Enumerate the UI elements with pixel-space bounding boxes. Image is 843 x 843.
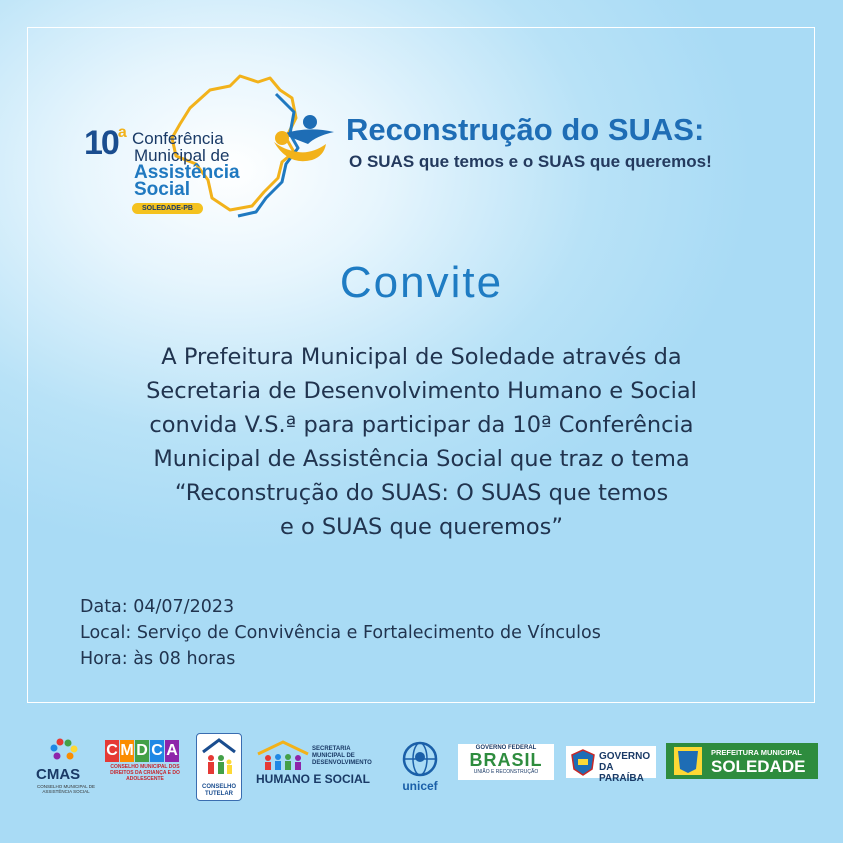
unicef-logo (398, 740, 442, 794)
gov-fed-top: GOVERNO FEDERAL (475, 745, 537, 751)
campaign-subtitle: O SUAS que temos e o SUAS que queremos! (349, 152, 712, 171)
conselho-tutelar-label: CONSELHO TUTELAR (201, 784, 236, 797)
conference-location-badge: SOLEDADE-PB (132, 203, 203, 214)
paraiba-coat-of-arms-icon (568, 747, 598, 777)
prefeitura-city: SOLEDADE (711, 757, 806, 776)
conference-logo (80, 68, 300, 218)
unicef-globe-icon (398, 740, 442, 780)
body-line: “Reconstrução do SUAS: O SUAS que temos (174, 480, 669, 506)
invitation-body (60, 340, 783, 544)
people-circle-icon (30, 736, 100, 766)
unicef-name: unicef (402, 779, 438, 793)
cmdca-letter: C (150, 740, 164, 762)
event-details (80, 594, 601, 672)
cmas-name: CMAS (36, 766, 81, 783)
suas-person-icon (268, 112, 340, 172)
campaign-title: Reconstrução do SUAS: (346, 112, 705, 147)
conference-name: Conferência Municipal de Assistência Social (132, 129, 240, 200)
governo-federal-logo (458, 744, 554, 780)
gov-fed-bottom: UNIÃO E RECONSTRUÇÃO (473, 769, 539, 775)
sedhs-small-text: SECRETARIA MUNICIPAL DE DESENVOLVIMENTO (312, 746, 372, 766)
sedhs-big-text: HUMANO E SOCIAL (256, 772, 370, 786)
gov-fed-brasil: BRASIL (469, 750, 543, 770)
cmas-logo (30, 736, 100, 798)
page-heading: Convite (339, 258, 504, 307)
cmdca-letter: A (165, 740, 179, 762)
soledade-coat-of-arms-icon (668, 743, 708, 779)
gov-pb-text: GOVERNO DA PARAÍBA (599, 751, 651, 784)
prefeitura-label: PREFEITURA MUNICIPAL (711, 748, 802, 757)
body-line: Secretaria de Desenvolvimento Humano e Social (146, 378, 697, 404)
cmdca-logo (105, 740, 185, 790)
body-line: A Prefeitura Municipal de Soledade através da (161, 344, 682, 370)
governo-paraiba-logo (566, 746, 656, 784)
cmdca-letter: C (105, 740, 119, 762)
cmdca-letter: M (120, 740, 134, 762)
event-location: Local: Serviço de Convivência e Fortalecimento de Vínculos (80, 623, 601, 643)
family-house-icon (197, 734, 241, 784)
cmdca-letter: D (135, 740, 149, 762)
body-line: Municipal de Assistência Social que traz o tema (153, 446, 690, 472)
prefeitura-soledade-logo (666, 743, 818, 779)
sedhs-logo (254, 740, 384, 790)
conference-number: 10$^a$ (84, 124, 125, 162)
event-date: Data: 04/07/2023 (80, 597, 235, 617)
event-time: Hora: às 08 horas (80, 649, 236, 669)
cmdca-subtitle: CONSELHO MUNICIPAL DOS DIREITOS DA CRIANÇA E DO ADOLESCENTE (110, 764, 180, 782)
cmas-subtitle: CONSELHO MUNICIPAL DE ASSISTÊNCIA SOCIAL (36, 784, 95, 794)
people-roof-icon (254, 740, 312, 772)
body-line: convida V.S.ª para participar da 10ª Conferência (149, 412, 694, 438)
conselho-tutelar-logo (196, 733, 242, 801)
body-line: e o SUAS que queremos” (279, 514, 564, 540)
